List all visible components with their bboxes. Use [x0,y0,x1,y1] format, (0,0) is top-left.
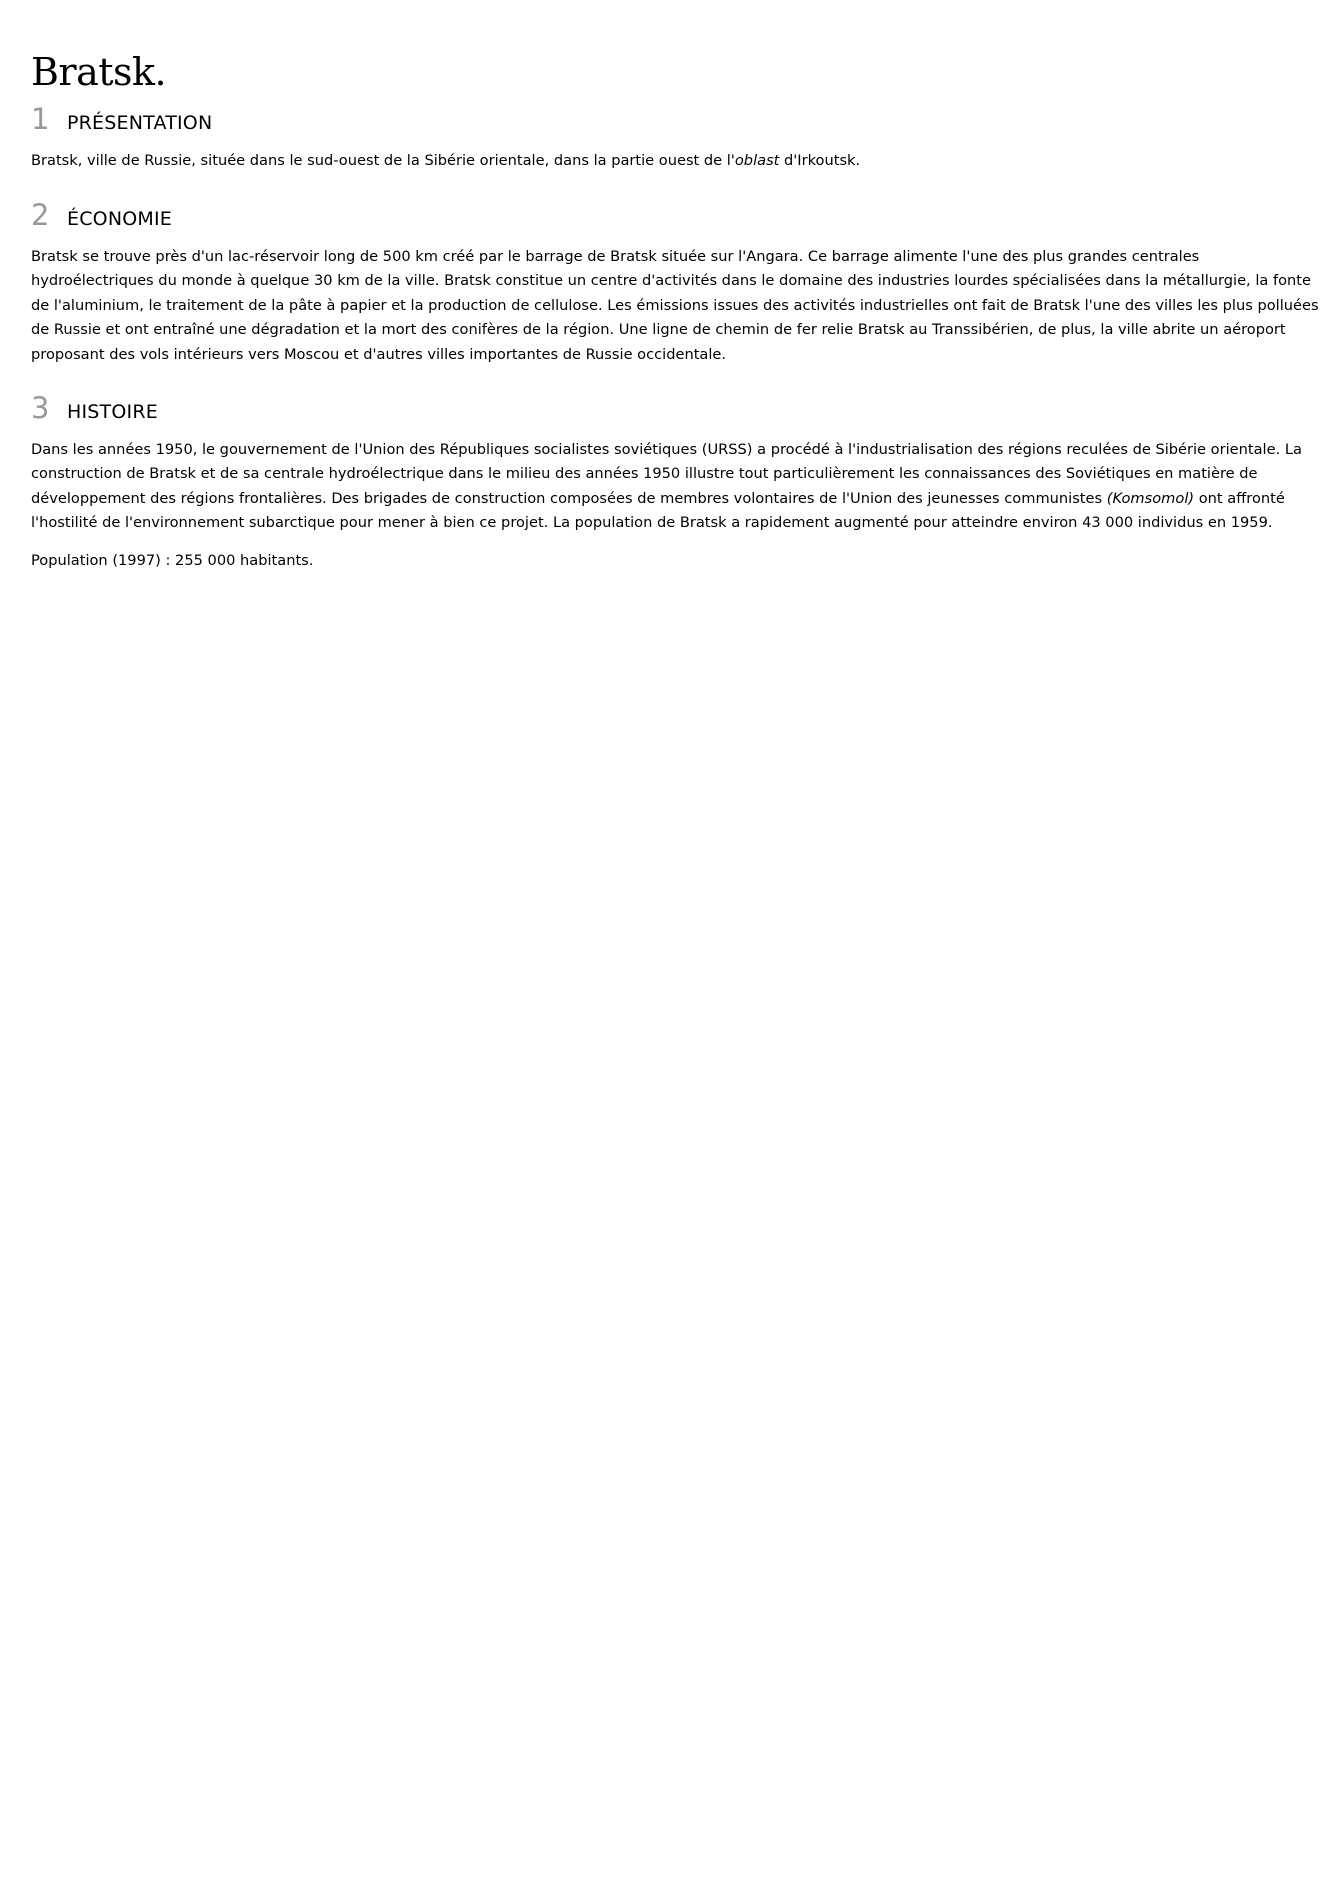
section-header-histoire [31,390,1321,426]
article [31,0,1321,574]
section-number: 3 [31,390,50,425]
section-paragraph [31,438,1321,536]
paragraph-text: d'Irkoutsk. [779,152,861,169]
section-number: 1 [31,102,50,136]
section-header-presentation [31,101,1321,137]
paragraph-italic-text: (Komsomol) [1106,489,1195,507]
section-title: PRÉSENTATION [67,112,213,134]
section-header-economie [31,197,1321,233]
section-paragraph: Bratsk se trouve près d'un lac-réservoir long de 500 km créé par le barrage de Bratsk située sur l'Angara. Ce barrage alimente l'une des plus grandes centrales hydroélectriques du monde à quelque 30 km de la ville. Bratsk constitue un centre d'activités dans le domaine des industries lourdes spécialisées dans la métallurgie, la fonte de l'aluminium, le traitement de la pâte à papier et la production de cellulose. Les émissions issues des activités industrielles ont fait de Bratsk l'une des villes les plus polluées de Russie et ont entraîné une dégradation et la mort des conifères de la région. Une ligne de chemin de fer relie Bratsk au Transsibérien, de plus, la ville abrite un aéroport proposant des vols intérieurs vers Moscou et d'autres villes importantes de Russie occidentale. [31,247,1319,363]
paragraph-text: Bratsk, ville de Russie, située dans le sud-ouest de la Sibérie orientale, dans la partie ouest de l' [31,152,735,169]
section-title: ÉCONOMIE [67,207,172,230]
paragraph-text: ont affronté l'hostilité de l'environnement subarctique pour mener à bien ce projet. La population de Bratsk a rapidement augmenté pour atteindre environ 43 000 individus en 1959. [31,489,1285,532]
page-title: Bratsk. [31,50,167,94]
population-line: Population (1997) : 255 000 habitants. [31,551,314,569]
section-paragraph [31,149,1321,174]
section-number: 2 [31,197,50,232]
paragraph-italic-text: oblast [734,152,780,169]
section-title: HISTOIRE [67,400,158,423]
paragraph-text: Dans les années 1950, le gouvernement de l'Union des Républiques socialistes soviétiques (URSS) a procédé à l'industrialisation des régions reculées de Sibérie orientale. La construction de Bratsk et de sa centrale hydroélectrique dans le milieu des années 1950 illustre tout particulièrement les connaissances des Soviétiques en matière de développement des régions frontalières. Des brigades de construction composées de membres volontaires de l'Union des jeunesses communistes [31,440,1302,507]
